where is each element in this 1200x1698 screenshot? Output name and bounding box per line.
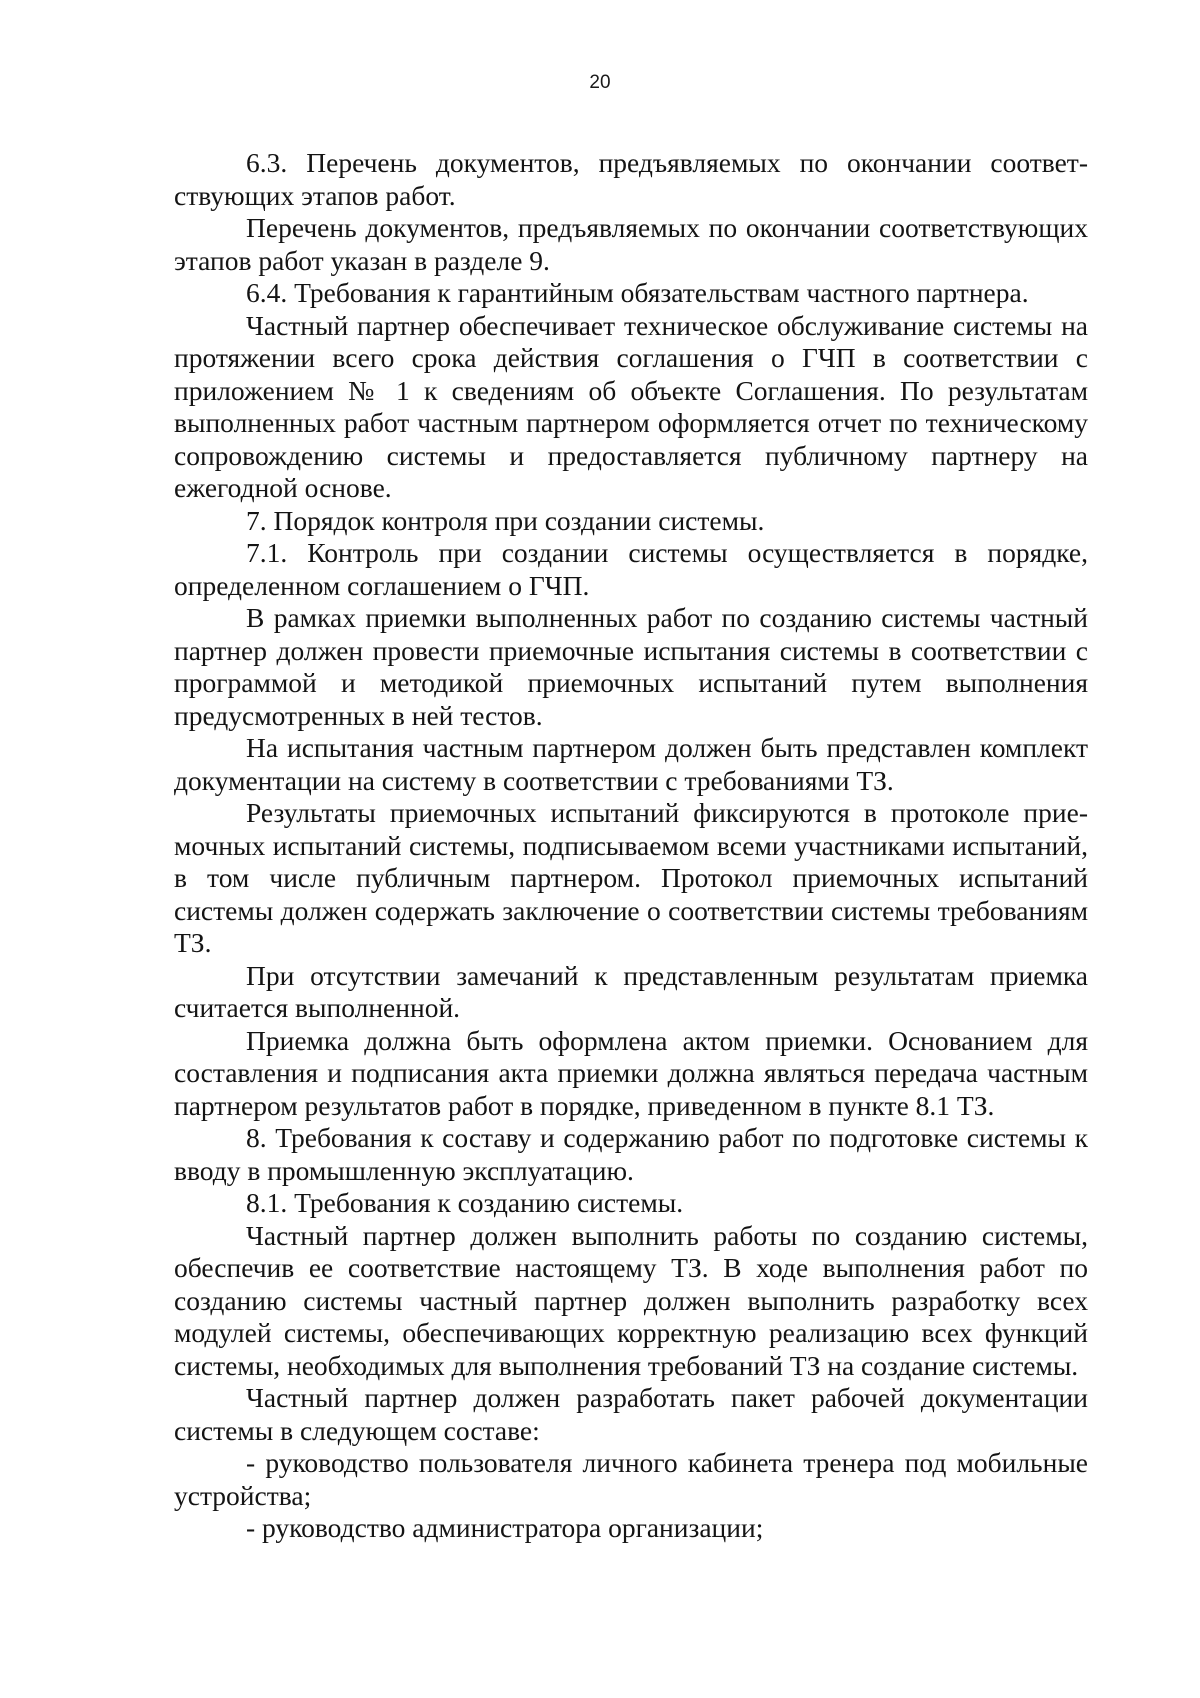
page-number: 20 bbox=[589, 72, 611, 93]
paragraph-documentation-set: На испытания частным партнером должен быть представлен комплект документации на систему в соответствии с требованиями ТЗ. bbox=[174, 732, 1088, 796]
paragraph-6-3-text: Перечень документов, предъявляемых по окончании соответствующих этапов работ указан в разделе 9. bbox=[174, 212, 1088, 276]
document-body bbox=[174, 147, 1088, 1545]
paragraph-8-1-text: Частный партнер должен выполнить работы по созданию системы, обеспечив ее соответствие настоящему ТЗ. В ходе выполнения работ по созданию системы частный партнер должен выполнить разработку всех модулей системы, обеспечивающих корректную реализацию всех функций системы, необходимых для выполнения требований ТЗ на создание системы. bbox=[174, 1219, 1088, 1381]
paragraph-test-protocol: Результаты приемочных испытаний фиксируются в протоколе приемочных испытаний системы, подписываемом всеми участниками испытаний, в том числе публичным партнером. Протокол приемочных испытаний системы должен содержать заключение о соответствии системы требованиям ТЗ. bbox=[174, 797, 1088, 958]
paragraph-work-docs: Частный партнер должен разработать пакет рабочей документации системы в следующем составе: bbox=[174, 1382, 1088, 1446]
list-item-trainer-manual: - руководство пользователя личного кабинета тренера под мобильные устройства; bbox=[174, 1447, 1088, 1511]
section-7-heading: 7. Порядок контроля при создании системы. bbox=[246, 504, 765, 536]
list-item-admin-manual: - руководство администратора организации; bbox=[246, 1512, 764, 1543]
paragraph-6-3-heading: 6.3. Перечень документов, предъявляемых по окончании соответствующих этапов работ. bbox=[174, 147, 1088, 211]
paragraph-6-4-heading: 6.4. Требования к гарантийным обязательствам частного партнера. bbox=[246, 277, 1029, 308]
paragraph-8-1-heading: 8.1. Требования к созданию системы. bbox=[246, 1187, 684, 1218]
paragraph-7-1-heading: 7.1. Контроль при создании системы осуществляется в порядке, определенном соглашением о ГЧП. bbox=[174, 537, 1088, 601]
paragraph-acceptance-tests: В рамках приемки выполненных работ по созданию системы частный партнер должен провести приемочные испытания системы в соответствии с программой и методикой приемочных испытаний путем выполнения предусмотренных в ней тестов. bbox=[174, 602, 1088, 731]
paragraph-no-remarks: При отсутствии замечаний к представленным результатам приемка считается выполненной. bbox=[174, 959, 1088, 1023]
section-8-heading: 8. Требования к составу и содержанию работ по подготовке системы к вводу в промышленную эксплуатацию. bbox=[174, 1122, 1088, 1186]
paragraph-acceptance-act: Приемка должна быть оформлена актом приемки. Основанием для составления и подписания акта приемки должна являться передача частным партнером результатов работ в порядке, приведенном в пункте 8.1 ТЗ. bbox=[174, 1024, 1088, 1121]
paragraph-6-4-text: Частный партнер обеспечивает техническое обслуживание системы на протяжении всего срока действия соглашения о ГЧП в соответствии с приложением № 1 к сведениям об объекте Соглашения. По результатам выполненных работ частным партнером оформляется отчет по техническому сопровождению системы и предоставляется публичному партнеру на ежегодной основе. bbox=[174, 309, 1088, 503]
